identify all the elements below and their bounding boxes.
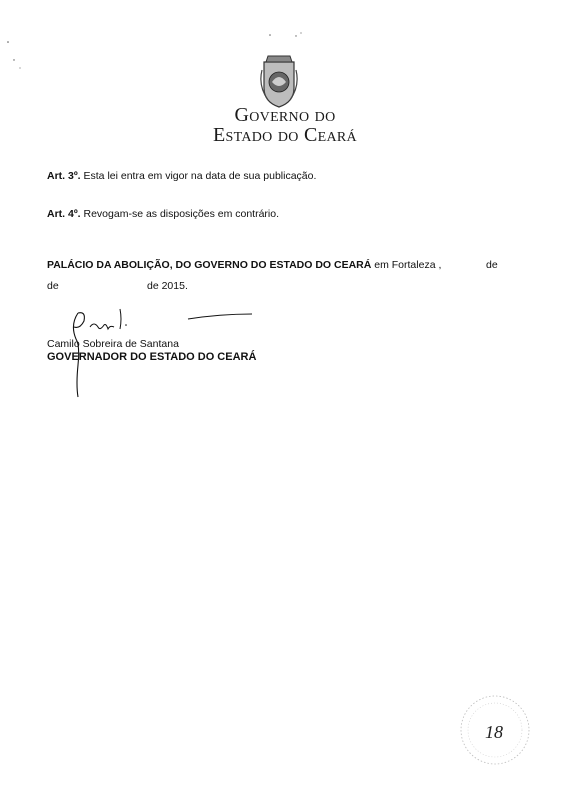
- closing-line: [47, 259, 441, 271]
- closing-place: em Fortaleza ,: [371, 259, 442, 271]
- header-line-2: Estado do Ceará: [213, 124, 357, 146]
- article-3-label: Art. 3º.: [47, 170, 81, 182]
- closing-de-right: de: [486, 259, 498, 271]
- closing-de-left: de: [47, 280, 59, 292]
- page-mark: 18: [485, 722, 503, 742]
- coat-of-arms-icon: [258, 52, 300, 108]
- article-4-label: Art. 4º.: [47, 208, 81, 220]
- page-stamp: [455, 690, 535, 770]
- article-4: [47, 208, 279, 220]
- palace-name: PALÁCIO DA ABOLIÇÃO, DO GOVERNO DO ESTADO DO CEARÁ: [47, 259, 372, 271]
- signatory-role: GOVERNADOR DO ESTADO DO CEARÁ: [47, 351, 257, 363]
- header-line-1: Governo do: [234, 104, 336, 126]
- closing-year: de 2015.: [147, 280, 188, 292]
- signatory-name: Camilo Sobreira de Santana: [47, 338, 179, 350]
- article-3: [47, 170, 316, 182]
- article-4-text: Revogam-se as disposições em contrário.: [80, 208, 280, 220]
- article-3-text: Esta lei entra em vigor na data de sua publicação.: [80, 170, 317, 182]
